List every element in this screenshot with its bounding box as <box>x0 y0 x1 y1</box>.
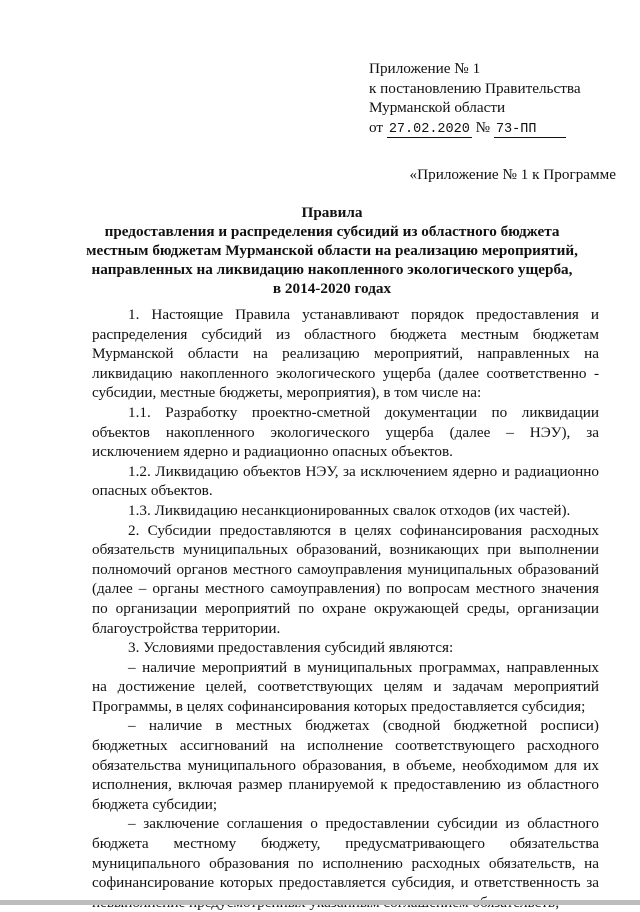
title-line-2: предоставления и распределения субсидий из областного бюджета <box>104 223 560 240</box>
annex-line-2: к постановлению Правительства <box>369 79 581 97</box>
scan-edge <box>0 900 640 905</box>
handwritten-number: 73-ПП <box>494 122 566 138</box>
title-line-5: в 2014-2020 годах <box>272 280 392 297</box>
annex-block <box>369 59 581 138</box>
condition-item-1: – наличие мероприятий в муниципальных программах, направленных на достижение целей, соответствующих целям и задачам мероприятий Программы, в целях софинансирования которых предоставляется субсидия; <box>92 658 599 715</box>
document-title <box>80 203 584 298</box>
annex-line-3: Мурманской области <box>369 99 506 116</box>
paragraph-1-3: 1.3. Ликвидацию несанкционированных свалок отходов (их частей). <box>128 501 571 519</box>
document-body <box>92 305 599 912</box>
annex-date-line <box>369 118 581 138</box>
condition-item-3: – заключение соглашения о предоставлении субсидии из областного бюджета местному бюджету, предусматривающего обязательства муниципального образования по исполнению расходных обязательств, на софинансирование которых предоставляется субсидия, и ответственность за <box>92 815 599 892</box>
number-label: № <box>475 118 491 136</box>
paragraph-3: 3. Условиями предоставления субсидий являются: <box>128 639 454 657</box>
title-line-3: местным бюджетам Мурманской области на реализацию мероприятий, <box>86 242 578 259</box>
title-line-1: Правила <box>301 204 363 221</box>
program-reference: «Приложение № 1 к Программе <box>409 166 616 183</box>
paragraph-2: 2. Субсидии предоставляются в целях софинансирования расходных обязательств муниципальных образований, возникающих при выполнении полномочий органов местного самоуправления муниципальных образований (далее – органы местного самоуправления) по вопросам местного значения по организации мероприятий по охране окружающей среды, организации благоустройства территории. <box>92 521 599 637</box>
handwritten-date: 27.02.2020 <box>388 121 470 137</box>
paragraph-1-1: 1.1. Разработку проектно-сметной документации по ликвидации объектов накопленного экологического ущерба (далее – НЭУ), за исключением ядерно и радиационно опасных объектов. <box>92 403 599 461</box>
paragraph-1-2: 1.2. Ликвидацию объектов НЭУ, за исключением ядерно и радиационно опасных объектов. <box>92 462 599 500</box>
annex-line-1: Приложение № 1 <box>369 60 481 77</box>
condition-item-2: – наличие в местных бюджетах (сводной бюджетной росписи) бюджетных ассигнований на исполнение соответствующего расходного обязательства муниципального образования, в объеме, необходимом для их исполнения, включая размер планируемой к предоставлению из областного бюджета субсидии; <box>92 717 599 813</box>
paragraph-1: 1. Настоящие Правила устанавливают порядок предоставления и распределения субсидий из областного бюджета местным бюджетам Мурманской области на реализацию мероприятий, направленных на ликвидацию накопленного экологического ущерба (далее соответственно - субсидии, местные бюджеты, мероприятия), в том числе на: <box>92 306 599 402</box>
title-line-4: направленных на ликвидацию накопленного экологического ущерба, <box>91 261 573 278</box>
from-label: от <box>369 118 384 136</box>
